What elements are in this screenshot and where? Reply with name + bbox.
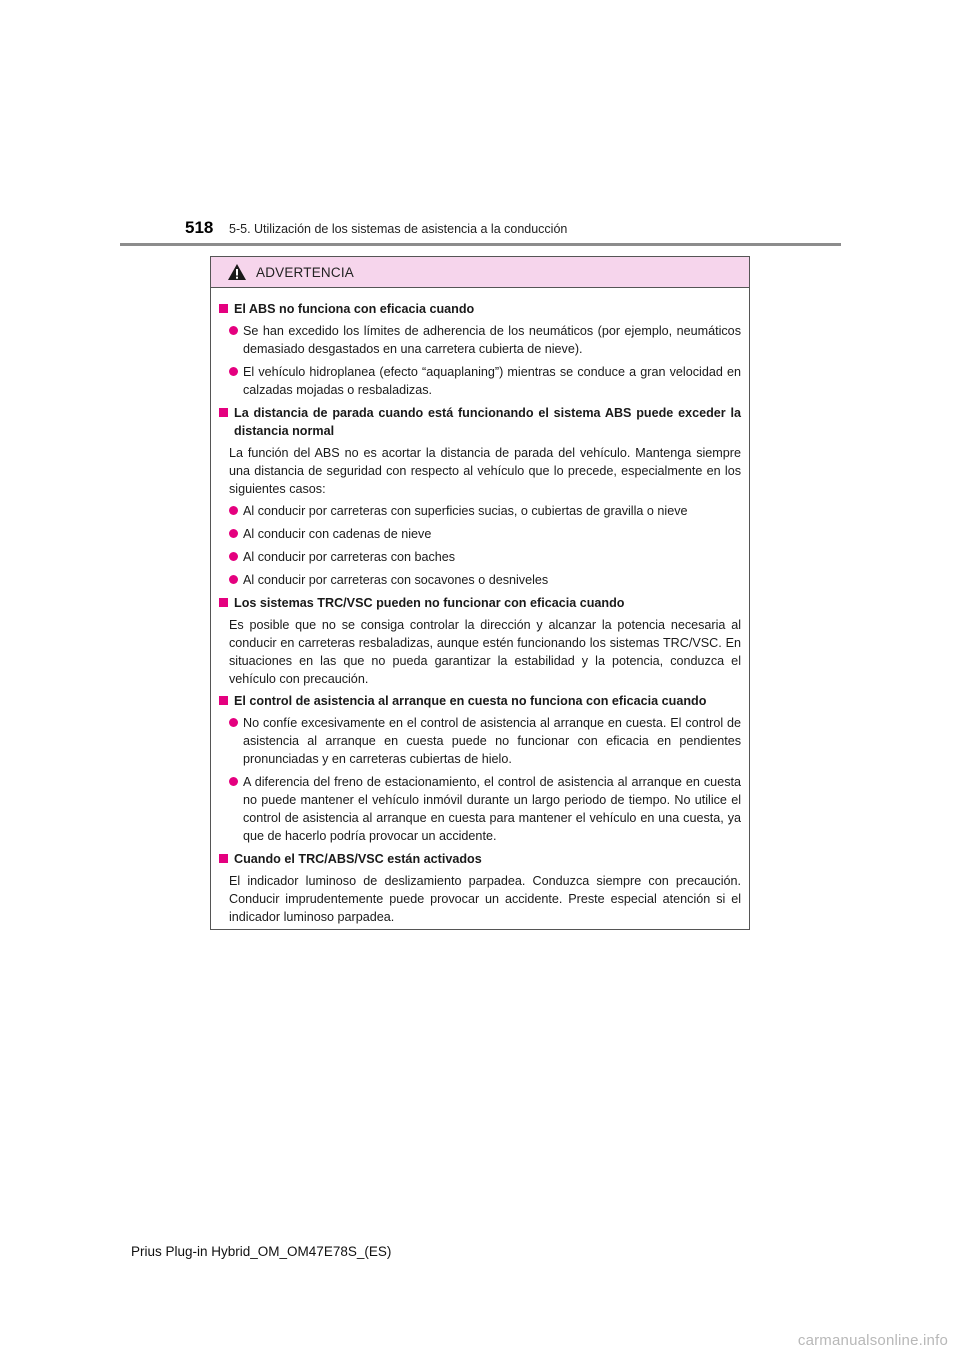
bullet-item [219, 322, 741, 358]
warning-item [219, 594, 741, 688]
warning-item [219, 692, 741, 845]
bullet-text: Al conducir por carreteras con socavones o desniveles [243, 573, 549, 587]
warning-title: ADVERTENCIA [256, 264, 354, 280]
round-bullet-icon [229, 506, 238, 515]
bullet-item [219, 502, 741, 520]
footer-doc-id: Prius Plug-in Hybrid_OM_OM47E78S_(ES) [131, 1244, 392, 1259]
square-bullet-icon [219, 408, 228, 417]
warning-header [211, 257, 749, 288]
square-bullet-icon [219, 304, 228, 313]
warning-item-paragraph: La función del ABS no es acortar la distancia de parada del vehículo. Mantenga siempre una distancia de seguridad con respecto al vehículo que lo precede, especialmente en los siguientes casos: [229, 446, 741, 496]
page-number: 518 [185, 218, 214, 237]
bullet-text: No confíe excesivamente en el control de asistencia al arranque en cuesta. El control de asistencia al arranque en cuesta puede no funcionar con eficacia en pendientes pronunciadas y en carreteras cubiertas de hielo. [243, 716, 741, 766]
round-bullet-icon [229, 529, 238, 538]
round-bullet-icon [229, 326, 238, 335]
round-bullet-icon [229, 575, 238, 584]
warning-item-heading [219, 594, 741, 612]
bullet-item [219, 773, 741, 845]
warning-body [211, 288, 749, 926]
bullet-item [219, 363, 741, 399]
warning-box [210, 256, 750, 930]
round-bullet-icon [229, 718, 238, 727]
warning-item [219, 404, 741, 589]
warning-triangle-icon [227, 263, 247, 281]
bullet-text: Al conducir por carreteras con baches [243, 550, 456, 564]
bullet-item [219, 571, 741, 589]
bullet-list [219, 502, 741, 589]
warning-item [219, 850, 741, 926]
warning-item-heading [219, 692, 741, 710]
bullet-list [219, 714, 741, 845]
bullet-text: Al conducir con cadenas de nieve [243, 527, 432, 541]
bullet-item [219, 525, 741, 543]
heading-text: La distancia de parada cuando está funcionando el sistema ABS puede exceder la distancia normal [234, 406, 741, 438]
warning-item-heading [219, 404, 741, 440]
bullet-text: Al conducir por carreteras con superficies sucias, o cubiertas de gravilla o nieve [243, 504, 688, 518]
round-bullet-icon [229, 367, 238, 376]
warning-item-heading [219, 300, 741, 318]
bullet-text: A diferencia del freno de estacionamiento, el control de asistencia al arranque en cuesta no puede mantener el vehículo inmóvil durante un largo periodo de tiempo. No utilice el control de asistencia al arranque en cuesta para mantener el vehículo en una cuesta, ya que de hacerlo podría provocar un accidente. [243, 775, 741, 843]
warning-item-paragraph: Es posible que no se consiga controlar la dirección y alcanzar la potencia necesaria al conducir en carreteras resbaladizas, aunque estén funcionando los sistemas TRC/VSC. En situaciones en las que no pueda garantizar la estabilidad y la potencia, conduzca el vehículo con precaución. [229, 618, 741, 686]
section-title: 5-5. Utilización de los sistemas de asistencia a la conducción [229, 222, 568, 236]
bullet-list [219, 322, 741, 399]
bullet-text: El vehículo hidroplanea (efecto “aquaplaning”) mientras se conduce a gran velocidad en calzadas mojadas o resbaladizas. [243, 365, 741, 397]
square-bullet-icon [219, 854, 228, 863]
header-divider [120, 243, 841, 246]
bullet-text: Se han excedido los límites de adherencia de los neumáticos (por ejemplo, neumáticos demasiado desgastados en una carretera cubierta de nieve). [243, 324, 741, 356]
round-bullet-icon [229, 777, 238, 786]
square-bullet-icon [219, 696, 228, 705]
warning-item-heading [219, 850, 741, 868]
heading-text: Los sistemas TRC/VSC pueden no funcionar con eficacia cuando [234, 596, 625, 610]
watermark: carmanualsonline.info [797, 1332, 948, 1349]
warning-item-paragraph: El indicador luminoso de deslizamiento parpadea. Conduzca siempre con precaución. Conducir imprudentemente puede provocar un accidente. Preste especial atención si el indicador luminoso parpadea. [229, 874, 741, 924]
heading-text: El control de asistencia al arranque en cuesta no funciona con eficacia cuando [234, 694, 707, 708]
square-bullet-icon [219, 598, 228, 607]
bullet-item [219, 714, 741, 768]
bullet-item [219, 548, 741, 566]
warning-item [219, 300, 741, 399]
heading-text: El ABS no funciona con eficacia cuando [234, 302, 475, 316]
round-bullet-icon [229, 552, 238, 561]
heading-text: Cuando el TRC/ABS/VSC están activados [234, 852, 482, 866]
